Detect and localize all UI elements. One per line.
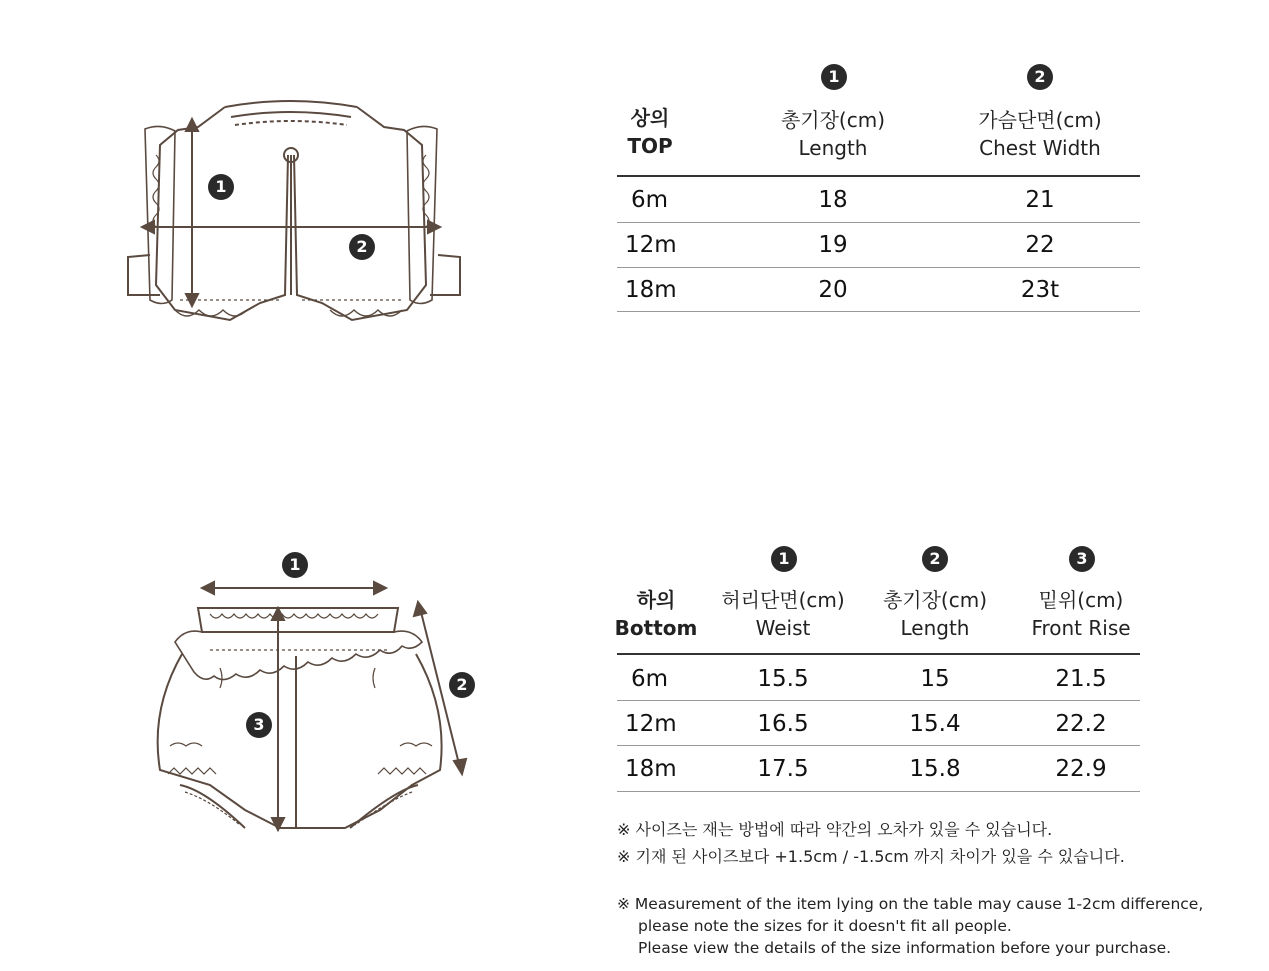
bottom-row-3-rise: 22.9 (1055, 756, 1107, 782)
top-label-ko: 상의 (630, 106, 670, 130)
bottom-row-3-rule (617, 791, 1140, 792)
bottom-row-1-size: 6m (631, 666, 669, 692)
bottom-row-1-waist: 15.5 (757, 666, 809, 692)
top-table-header-rule (617, 175, 1140, 177)
bottom-col-1-marker: 1 (771, 546, 797, 572)
bottom-col-1-en: Weist (755, 616, 811, 640)
top-diagram-marker-2: 2 (349, 234, 375, 260)
bottom-row-3-size: 18m (625, 756, 677, 782)
top-row-3-chest: 23t (1020, 277, 1060, 303)
top-row-3-rule (617, 311, 1140, 312)
bottom-col-3-ko: 밑위(cm) (1038, 588, 1124, 612)
top-col-1-ko: 총기장(cm) (780, 108, 886, 132)
top-row-2-rule (617, 267, 1140, 268)
bottom-diagram-marker-1: 1 (282, 552, 308, 578)
top-row-1-length: 18 (818, 187, 848, 213)
bottom-row-1-rule (617, 700, 1140, 701)
bottom-col-2-ko: 총기장(cm) (882, 588, 988, 612)
bottom-row-3-waist: 17.5 (757, 756, 809, 782)
note-ko-2: ※ 기재 된 사이즈보다 +1.5cm / -1.5cm 까지 차이가 있을 수 있습니다. (617, 847, 1125, 866)
top-row-1-chest: 21 (1025, 187, 1055, 213)
note-ko-1: ※ 사이즈는 재는 방법에 따라 약간의 오차가 있을 수 있습니다. (617, 820, 1053, 839)
top-row-3-size: 18m (625, 277, 677, 303)
bottom-col-3-en: Front Rise (1031, 616, 1131, 640)
top-row-2-chest: 22 (1025, 232, 1055, 258)
top-label-en: TOP (627, 134, 673, 158)
top-col-1-en: Length (798, 136, 868, 160)
top-row-1-rule (617, 222, 1140, 223)
top-row-3-length: 20 (818, 277, 848, 303)
bottom-row-3-length: 15.8 (909, 756, 961, 782)
bottom-row-2-rule (617, 745, 1140, 746)
bottom-table-header-rule (617, 653, 1140, 655)
top-col-2-header (940, 106, 1140, 162)
bottom-row-2-waist: 16.5 (757, 711, 809, 737)
bottom-label-en: Bottom (614, 616, 698, 640)
note-en-3: Please view the details of the size information before your purchase. (638, 939, 1172, 957)
note-en-2: please note the sizes for it doesn't fit all people. (638, 917, 1012, 935)
top-diagram-marker-1: 1 (208, 174, 234, 200)
bottom-row-1-rise: 21.5 (1055, 666, 1107, 692)
top-row-2-length: 19 (818, 232, 848, 258)
top-garment-sketch (120, 95, 480, 340)
top-col-2-ko: 가슴단면(cm) (978, 108, 1102, 132)
bottom-garment-sketch (150, 570, 480, 835)
top-col-1-marker: 1 (821, 64, 847, 90)
bottom-col-2-header (860, 586, 1010, 642)
bottom-label-ko: 하의 (636, 588, 676, 612)
bottom-diagram-marker-2: 2 (449, 672, 475, 698)
top-row-1-size: 6m (631, 187, 669, 213)
top-header-label (610, 104, 690, 160)
bottom-row-2-size: 12m (625, 711, 677, 737)
bottom-col-1-header (708, 586, 858, 642)
bottom-row-1-length: 15 (920, 666, 950, 692)
top-col-2-marker: 2 (1027, 64, 1053, 90)
note-en-1: ※ Measurement of the item lying on the table may cause 1-2cm difference, (617, 895, 1204, 913)
bottom-header-label (606, 586, 706, 642)
bottom-row-2-rise: 22.2 (1055, 711, 1107, 737)
bottom-col-3-marker: 3 (1069, 546, 1095, 572)
top-row-2-size: 12m (625, 232, 677, 258)
bottom-diagram-marker-3: 3 (246, 712, 272, 738)
top-col-1-header (733, 106, 933, 162)
bottom-col-2-marker: 2 (922, 546, 948, 572)
bottom-row-2-length: 15.4 (909, 711, 961, 737)
bottom-col-3-header (1006, 586, 1156, 642)
bottom-col-1-ko: 허리단면(cm) (721, 588, 845, 612)
top-col-2-en: Chest Width (979, 136, 1101, 160)
bottom-col-2-en: Length (900, 616, 970, 640)
